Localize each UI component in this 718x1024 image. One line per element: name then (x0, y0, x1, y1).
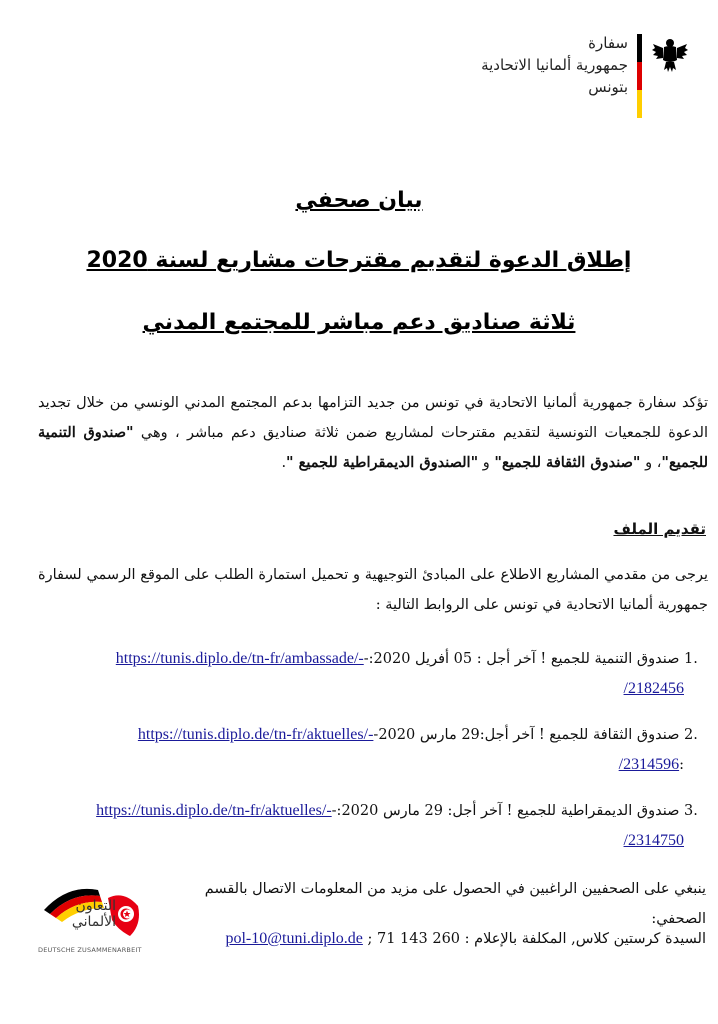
list-number: .1 (684, 651, 698, 667)
fund-link[interactable]: https://tunis.diplo.de/tn-fr/aktuelles/- (96, 802, 332, 819)
intro-text-2: ، و (640, 455, 662, 471)
fund-deadline-text: صندوق التنمية للجميع ! آخر أجل : 05 أفريل 2020:- (363, 651, 680, 667)
fund-link-continued[interactable]: /2182456 (623, 680, 684, 697)
embassy-name (428, 32, 628, 98)
letterhead-line-3: بتونس (588, 78, 628, 96)
list-number: .3 (684, 803, 698, 819)
fund-name-democracy: "الصندوق الديمقراطية للجميع " (286, 454, 479, 471)
submission-paragraph: يرجى من مقدمي المشاريع الاطلاع على المبادئ التوجيهية و تحميل استمارة الطلب على الموقع الرسمي لسفارة جمهورية ألمانيا الاتحادية في تونس على الروابط التالية : (38, 567, 708, 613)
contact-email-link[interactable]: pol-10@tuni.diplo.de (225, 930, 363, 947)
fund-name-culture: "صندوق الثقافة للجميع" (494, 454, 641, 471)
list-item (30, 720, 710, 780)
fund-link[interactable]: https://tunis.diplo.de/tn-fr/ambassade/- (115, 650, 364, 667)
coop-line-1: التعاون (75, 898, 116, 914)
fund-link[interactable]: https://tunis.diplo.de/tn-fr/aktuelles/- (137, 726, 374, 743)
press-release-title: بيان صحفي (295, 188, 423, 213)
contact-line (146, 924, 706, 954)
intro-text-4: . (281, 455, 287, 471)
funds-list (30, 644, 710, 872)
letterhead-line-1: سفارة (588, 34, 628, 52)
call-for-proposals-title: إطلاق الدعوة لتقديم مقترحات مشاريع لسنة 2020 (86, 248, 632, 273)
list-item (30, 796, 710, 856)
fund-deadline-text: صندوق الثقافة للجميع ! آخر أجل:29 مارس 2020- (373, 727, 680, 743)
coop-line-2: الألماني (71, 914, 116, 930)
fund-name-development: "صندوق التنمية للجميع" (38, 424, 708, 471)
list-item (30, 644, 710, 704)
federal-eagle-icon (650, 34, 690, 74)
letterhead-line-2: جمهورية ألمانيا الاتحادية (481, 56, 628, 74)
fund-link-continued[interactable]: /2314596 (618, 756, 680, 773)
german-cooperation-logo (38, 880, 158, 960)
submission-heading: تقديم الملف (613, 520, 706, 538)
cooperation-latin-name: DEUTSCHE ZUSAMMENARBEIT (38, 946, 142, 954)
contact-intro: ينبغي على الصحفيين الراغبين في الحصول على مزيد من المعلومات الاتصال بالقسم الصحفي: (204, 881, 706, 927)
german-flag-stripe (637, 34, 642, 118)
intro-text-3: و (478, 455, 495, 471)
letterhead (430, 30, 690, 120)
intro-text-1: تؤكد سفارة جمهورية ألمانيا الاتحادية في تونس من جديد التزامها بدعم المجتمع المدني الونسي من خلال تجديد الدعوة للجمعيات التونسية لتقديم مقترحات لمشاريع ضمن ثلاثة صناديق دعم مباشر ، وهي (38, 395, 708, 441)
title-block (0, 188, 718, 340)
fund-link-continued[interactable]: /2314750 (623, 832, 684, 849)
fund-deadline-text: صندوق الديمقراطية للجميع ! آخر أجل: 29 مارس 2020:- (331, 803, 680, 819)
list-number: .2 (684, 727, 698, 743)
intro-paragraph (38, 388, 708, 478)
cooperation-arabic-name (60, 898, 116, 930)
funds-subtitle: ثلاثة صناديق دعم مباشر للمجتمع المدني (142, 310, 576, 335)
list-suffix: : (679, 757, 684, 773)
contact-person: السيدة كرستين كلاس, المكلفة بالإعلام : 260 143 71 ; (362, 931, 706, 947)
